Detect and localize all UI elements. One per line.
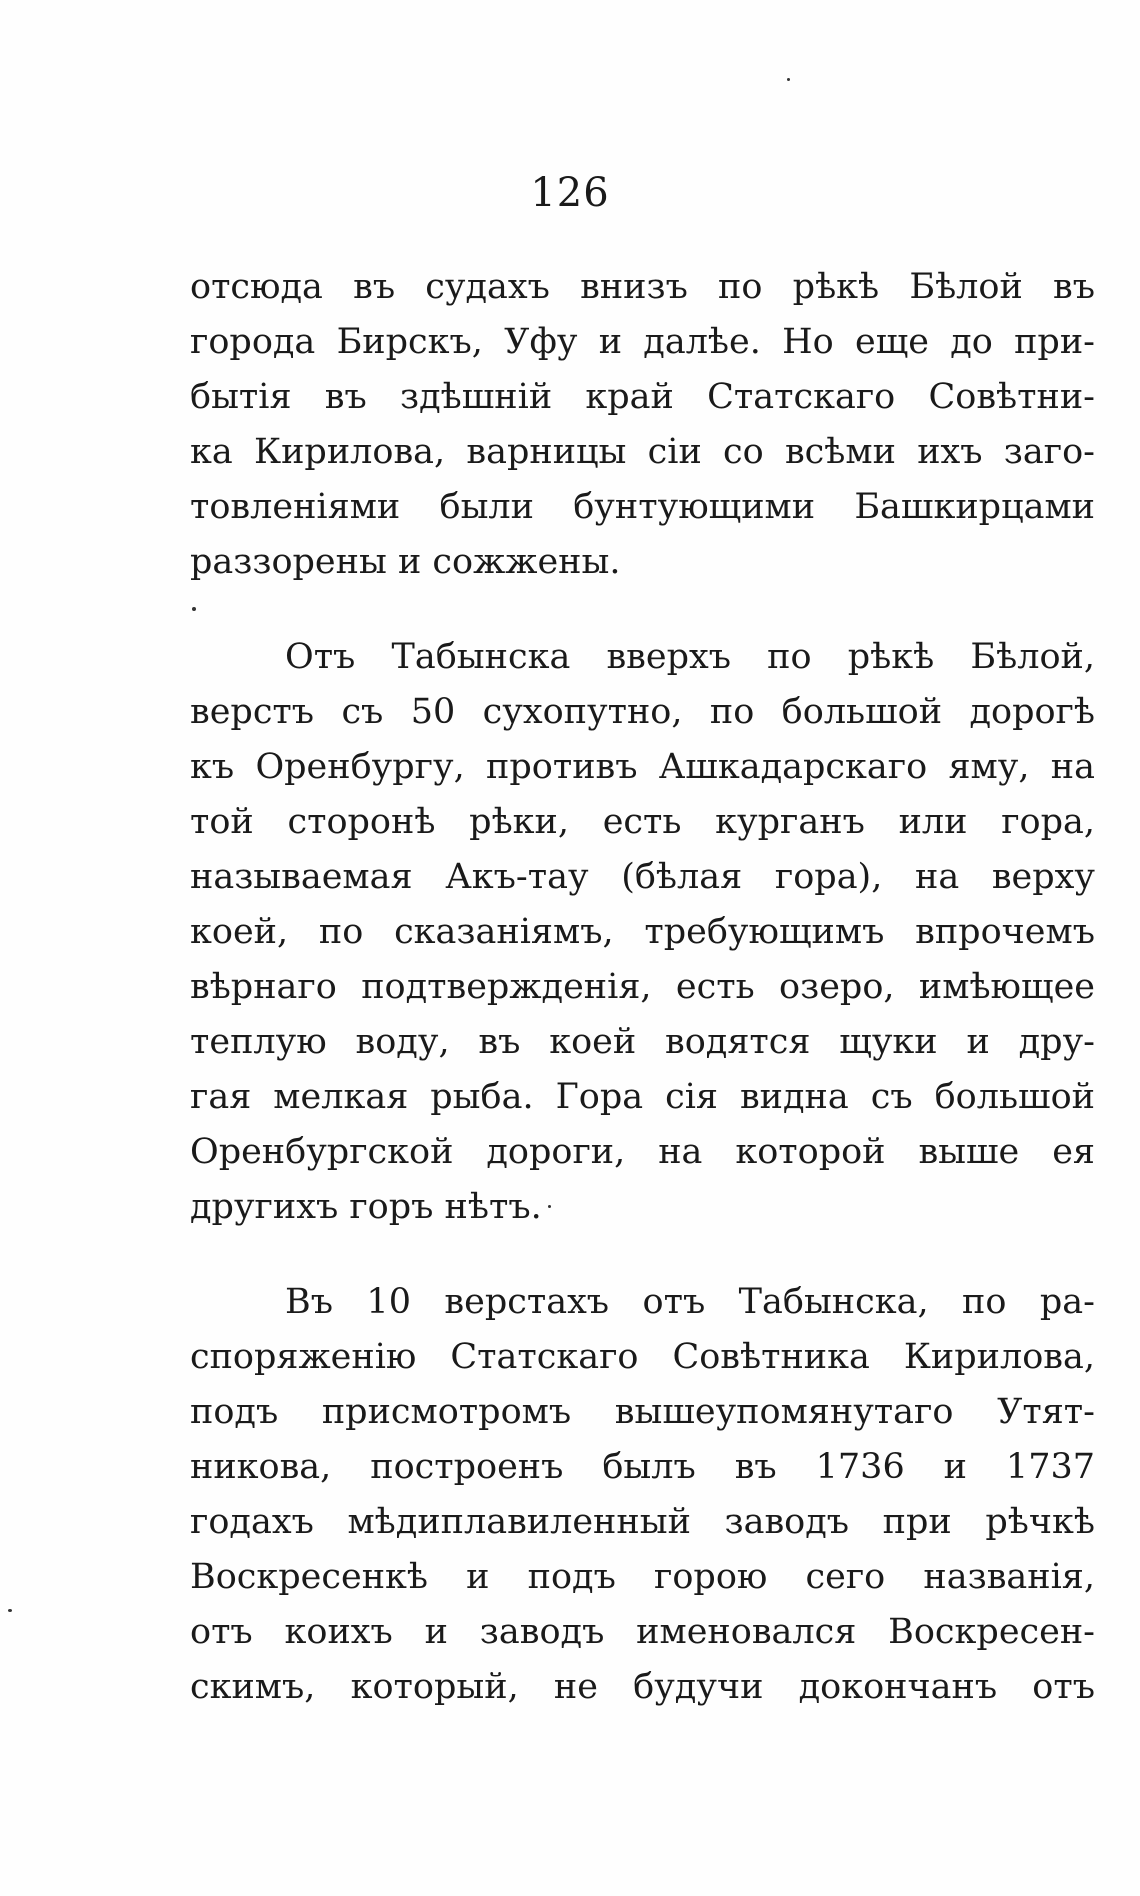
- body-text: [190, 260, 1095, 1755]
- text-line: ка Кирилова, варницы сіи со всѣми ихъ заго-: [190, 432, 1095, 472]
- text-line: верстъ съ 50 сухопутно, по большой дорогѣ: [190, 692, 1095, 732]
- text-line: Воскресенкѣ и подъ горою сего названія,: [190, 1557, 1095, 1597]
- text-line: другихъ горъ нѣтъ.: [190, 1187, 542, 1227]
- text-line: города Бирскъ, Уфу и далѣе. Но еще до при-: [190, 322, 1095, 362]
- text-line: бытія въ здѣшній край Статскаго Совѣтни-: [190, 377, 1095, 417]
- text-line: Отъ Табынска вверхъ по рѣкѣ Бѣлой,: [285, 637, 1095, 677]
- paragraph-2: [190, 630, 1095, 1235]
- scan-speck: [548, 1205, 551, 1208]
- text-line: Оренбургской дороги, на которой выше ея: [190, 1132, 1095, 1172]
- text-line: коей, по сказаніямъ, требующимъ впрочемъ: [190, 912, 1095, 952]
- text-line: отъ коихъ и заводъ именовался Воскресен-: [190, 1612, 1095, 1652]
- scan-speck: [8, 1609, 12, 1612]
- text-line: Въ 10 верстахъ отъ Табынска, по ра-: [285, 1282, 1095, 1322]
- text-line: вѣрнаго подтвержденія, есть озеро, имѣющее: [190, 967, 1095, 1007]
- scan-speck: [787, 78, 790, 81]
- text-line: къ Оренбургу, противъ Ашкадарскаго яму, на: [190, 747, 1095, 787]
- text-line: гая мелкая рыба. Гора сія видна съ большой: [190, 1077, 1095, 1117]
- text-line: подъ присмотромъ вышеупомянутаго Утят-: [190, 1392, 1095, 1432]
- text-line: годахъ мѣдиплавиленный заводъ при рѣчкѣ: [190, 1502, 1095, 1542]
- text-line: называемая Акъ-тау (бѣлая гора), на верху: [190, 857, 1095, 897]
- scan-speck: [192, 607, 196, 611]
- text-line: споряженію Статскаго Совѣтника Кирилова,: [190, 1337, 1095, 1377]
- text-line: раззорены и сожжены.: [190, 542, 621, 582]
- text-line: отсюда въ судахъ внизъ по рѣкѣ Бѣлой въ: [190, 267, 1095, 307]
- page-number: 126: [530, 170, 610, 216]
- paragraph-1: [190, 260, 1095, 590]
- text-line: той сторонѣ рѣки, есть курганъ или гора,: [190, 802, 1095, 842]
- paragraph-3: [190, 1275, 1095, 1715]
- text-line: никова, построенъ былъ въ 1736 и 1737: [190, 1447, 1095, 1487]
- text-line: теплую воду, въ коей водятся щуки и дру-: [190, 1022, 1095, 1062]
- text-line: скимъ, который, не будучи докончанъ отъ: [190, 1667, 1095, 1707]
- text-line: товленіями были бунтующими Башкирцами: [190, 487, 1095, 527]
